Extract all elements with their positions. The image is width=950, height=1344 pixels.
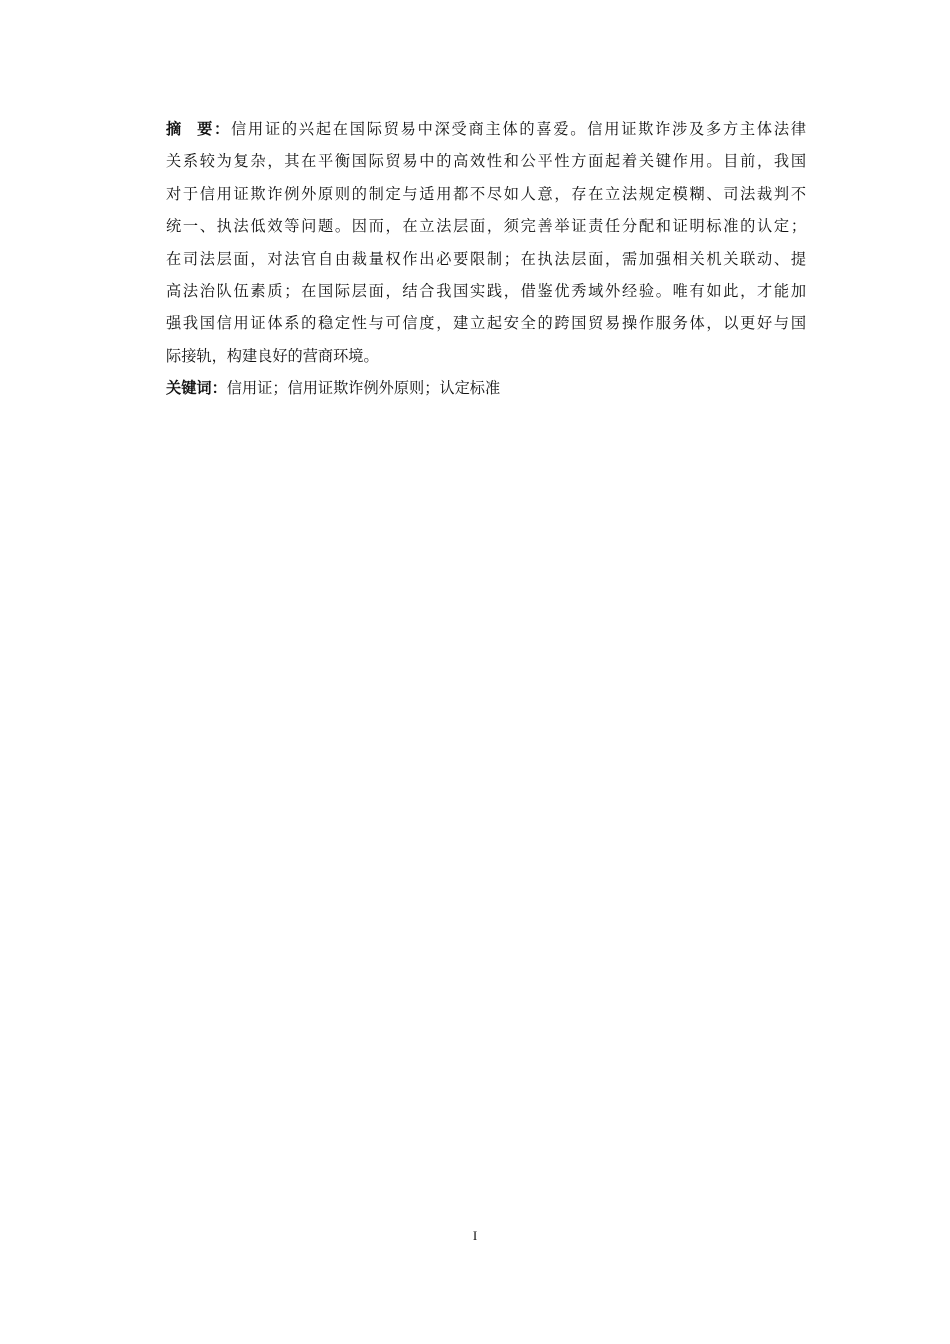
abstract-line-8: 际接轨，构建良好的营商环境。 — [166, 346, 379, 365]
abstract-text: 信用证的兴起在国际贸易中深受商主体的喜爱。信用证欺诈涉及多方主体法律 — [231, 120, 807, 138]
abstract-line-3: 对于信用证欺诈例外原则的制定与适用都不尽如人意，存在立法规定模糊、司法裁判不 — [166, 184, 806, 203]
abstract-line-6: 高法治队伍素质；在国际层面，结合我国实践，借鉴优秀域外经验。唯有如此，才能加 — [166, 281, 806, 300]
keywords-line — [166, 372, 806, 404]
abstract-line-7: 强我国信用证体系的稳定性与可信度，建立起安全的跨国贸易操作服务体，以更好与国 — [166, 314, 806, 333]
keywords-text: 信用证；信用证欺诈例外原则；认定标准 — [226, 379, 501, 398]
page-number: I — [472, 1228, 478, 1243]
abstract-label: 摘 要： — [166, 120, 232, 138]
keywords-label: 关键词： — [166, 379, 227, 398]
abstract-section — [166, 113, 806, 405]
abstract-line-1 — [166, 113, 806, 145]
abstract-line-4: 统一、执法低效等问题。因而，在立法层面，须完善举证责任分配和证明标准的认定； — [166, 217, 806, 236]
abstract-line-2: 关系较为复杂，其在平衡国际贸易中的高效性和公平性方面起着关键作用。目前，我国 — [166, 152, 806, 171]
abstract-line-5: 在司法层面，对法官自由裁量权作出必要限制；在执法层面，需加强相关机关联动、提 — [166, 249, 806, 268]
